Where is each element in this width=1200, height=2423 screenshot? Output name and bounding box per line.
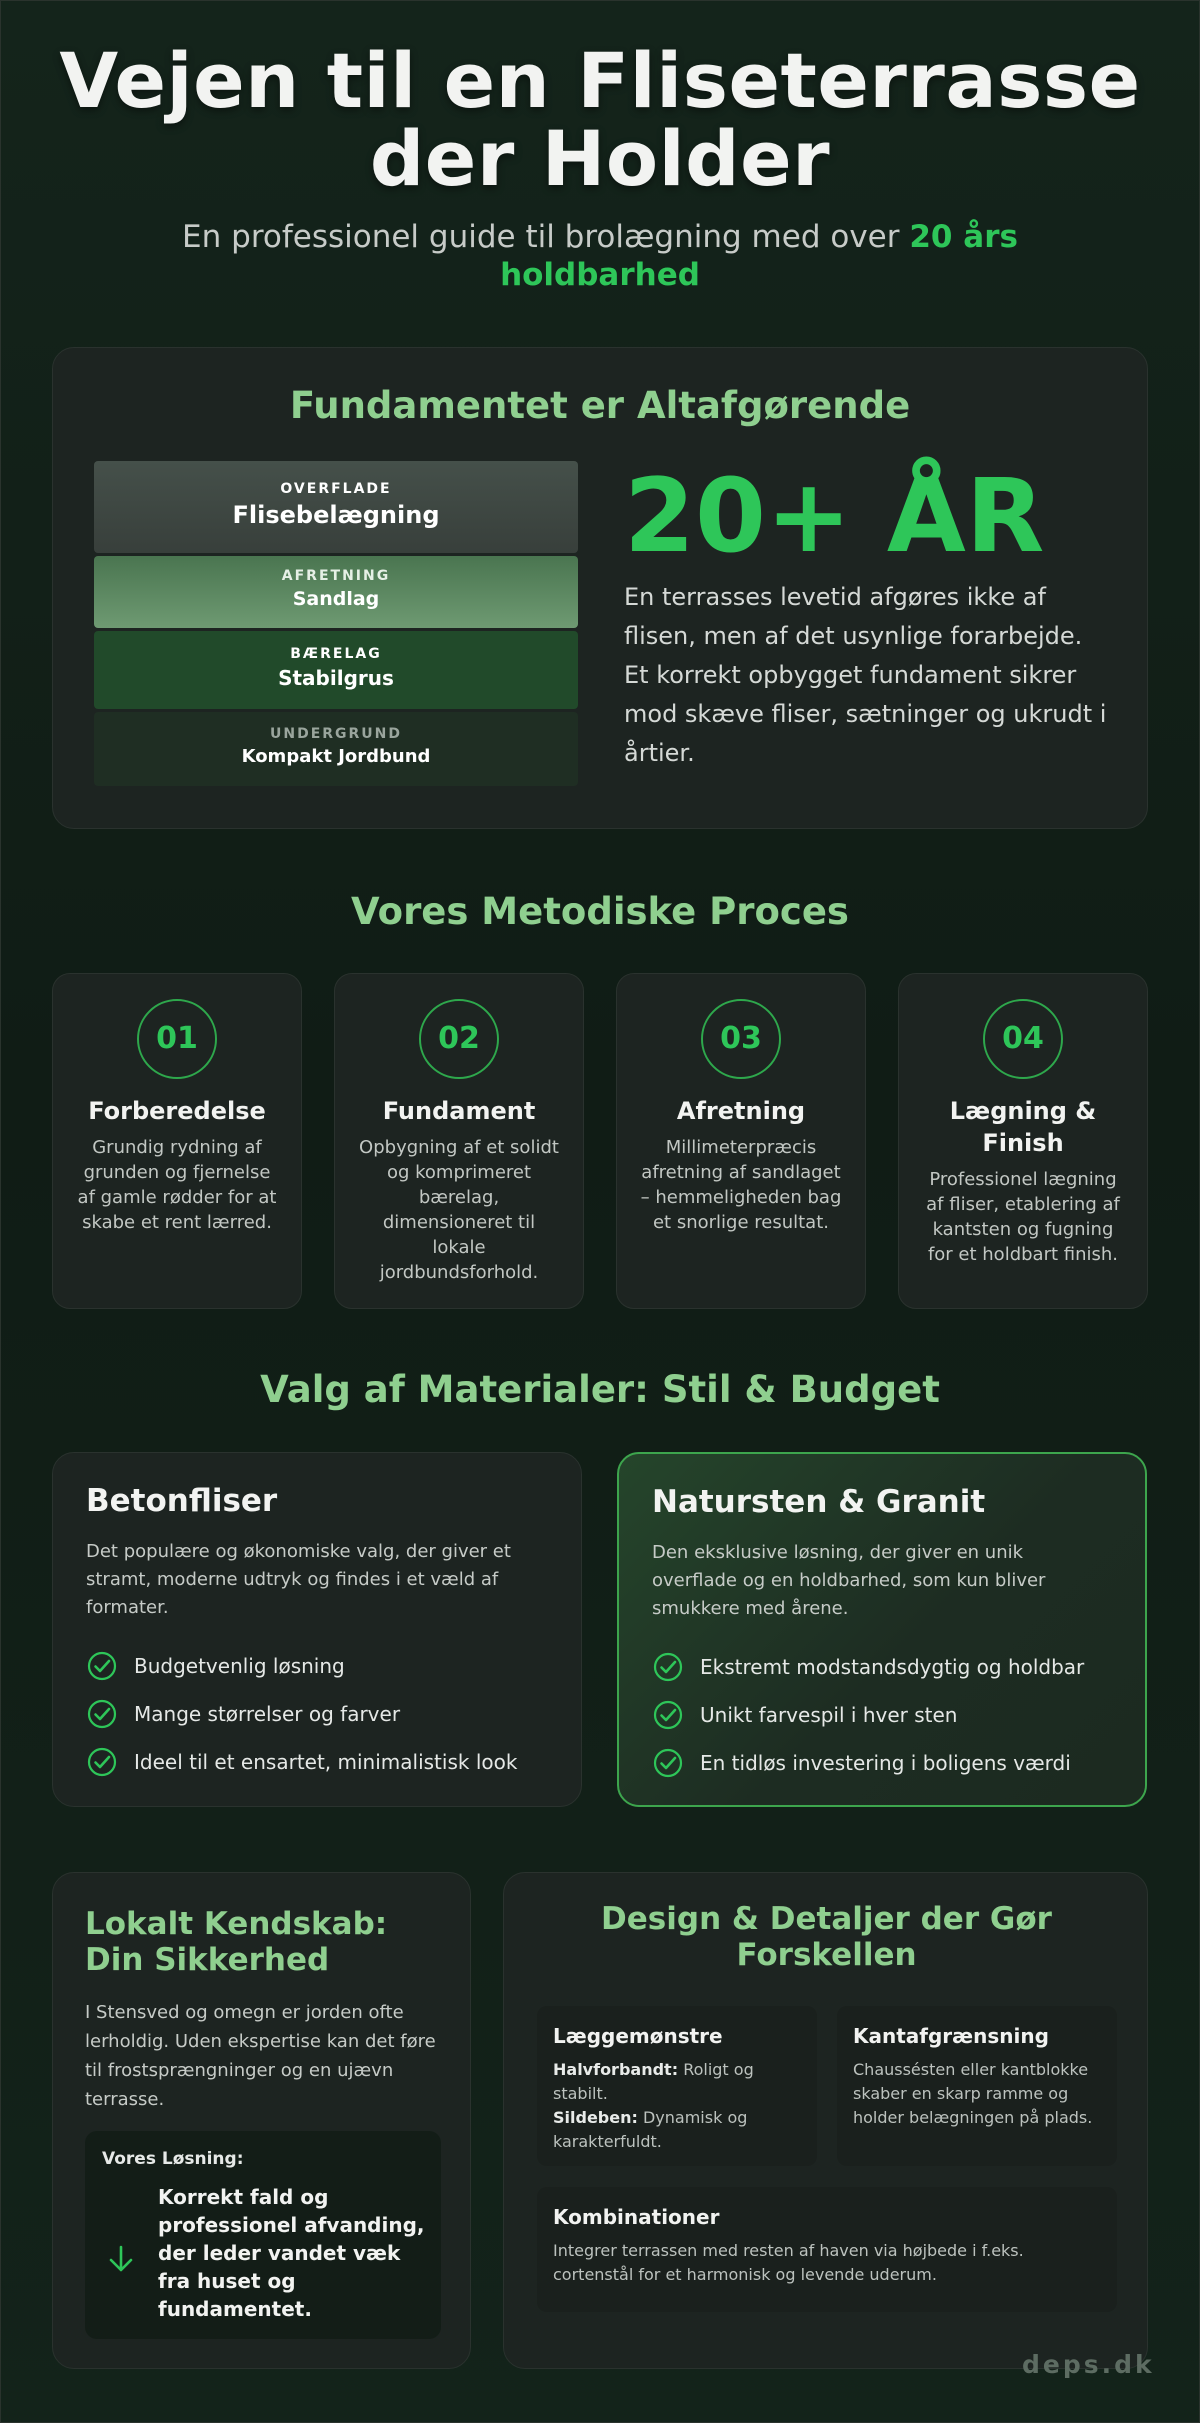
solution-text: Korrekt fald og professionel afvanding, der leder vandet væk fra huset og fundamentet. [158,2185,425,2321]
layer-name: Kompakt Jordbund [241,746,431,767]
materials-title: Valg af Materialer: Stil & Budget [260,1368,940,1411]
title-line-1: Vejen til en Fliseterrasse [59,36,1141,125]
layer-kicker: AFRETNING [281,568,391,584]
step-title: Forberedelse [88,1097,266,1125]
layer-name: Stabilgrus [278,666,394,690]
foundation-title: Fundamentet er Altafgørende [289,384,911,427]
design-box-edging [837,2006,1117,2166]
layer-name: Sandlag [292,588,380,610]
check-circle-icon [86,1746,118,1778]
feature-text: Ekstremt modstandsdygtig og holdbar [700,1655,1085,1679]
design-box-title: Kantafgrænsning [853,2024,1049,2048]
step-text: Grundig rydning af grunden og fjernelse af gamle rødder for at skabe et rent lærred. [77,1137,277,1233]
feature-item [86,1642,548,1690]
check-circle-icon [86,1650,118,1682]
hero-subtitle [170,218,1030,294]
check-circle-icon [652,1651,684,1683]
design-title: Design & Detaljer der Gør Forskellen [601,1901,1052,1973]
step-card [616,973,866,1309]
layer-name: Flisebelægning [232,501,440,529]
layer-kicker: OVERFLADE [280,481,392,497]
design-box-title: Læggemønstre [553,2024,723,2048]
brand-watermark: deps.dk [1022,2350,1155,2379]
solution-label: Vores Løsning: [102,2149,244,2169]
design-box-patterns [537,2006,817,2166]
pattern-name: Halvforbandt: [553,2060,679,2079]
step-number: 04 [983,999,1063,1079]
feature-text: En tidløs investering i boligens værdi [700,1751,1071,1775]
step-title: Fundament [382,1097,536,1125]
material-feature-list [652,1643,1112,1787]
feature-item [652,1739,1112,1787]
layer-diagram [94,461,578,789]
design-card [503,1872,1148,2369]
feature-text: Mange størrelser og farver [134,1702,401,1726]
layer-surface [94,461,578,553]
foundation-text: En terrasses levetid afgøres ikke af flisen, men af det usynlige forarbejde. Et korrekt opbygget fundament sikrer mod skæve fliser, sætninger og ukrudt i årtier. [624,583,1107,767]
material-card-concrete [52,1452,582,1807]
step-number: 02 [419,999,499,1079]
step-title: Afretning [676,1097,806,1125]
process-title: Vores Metodiske Proces [351,890,849,933]
design-box-title: Kombinationer [553,2205,720,2229]
feature-item [86,1738,548,1786]
step-number: 03 [701,999,781,1079]
design-box-text [553,2058,801,2154]
feature-text: Unikt farvespil i hver sten [700,1703,958,1727]
check-circle-icon [652,1747,684,1779]
subtitle-highlight: 20 års holdbarhed [500,219,1018,293]
feature-item [652,1643,1112,1691]
feature-item [652,1691,1112,1739]
foundation-card [52,347,1148,829]
hero [0,36,1200,294]
title-line-2: der Holder [369,114,831,203]
step-card [52,973,302,1309]
step-card [334,973,584,1309]
process-steps [52,973,1148,1309]
step-text: Professionel lægning af fliser, etablering af kantsten og fugning for et holdbart finish. [926,1169,1120,1265]
layer-kicker: BÆRELAG [290,646,382,662]
local-title: Lokalt Kendskab: Din Sikkerhed [85,1906,388,1978]
pattern-desc: Roligt og stabilt. [553,2060,754,2103]
step-text: Millimeterpræcis afretning af sandlaget – hemmeligheden bag et snorlige resultat. [640,1137,842,1233]
material-card-natural-stone [617,1452,1147,1807]
arrow-down-icon [105,2243,137,2275]
layer-kicker: UNDERGRUND [269,726,403,742]
layer-base [94,631,578,709]
layer-subgrade [94,712,578,786]
check-circle-icon [652,1699,684,1731]
design-box-text: Integrer terrassen med resten af haven via højbede i f.eks. cortenstål for et harmonisk og levende uderum. [553,2241,1024,2284]
lifetime-stat: 20+ ÅR [624,457,1045,576]
step-number: 01 [137,999,217,1079]
solution-box [85,2131,441,2339]
feature-text: Budgetvenlig løsning [134,1654,345,1678]
design-box-combinations [537,2187,1117,2312]
feature-item [86,1690,548,1738]
pattern-name: Sildeben: [553,2108,638,2127]
check-circle-icon [86,1698,118,1730]
pattern-desc: Dynamisk og karakterfuldt. [553,2108,748,2151]
step-card [898,973,1148,1309]
subtitle-text: En professionel guide til brolægning med over [182,219,900,255]
material-title: Natursten & Granit [652,1484,986,1520]
page-title [0,36,1200,203]
local-knowledge-card [52,1872,471,2369]
material-feature-list [86,1642,548,1786]
step-title: Lægning & Finish [949,1097,1097,1157]
step-text: Opbygning af et solidt og komprimeret bærelag, dimensioneret til lokale jordbundsforhold. [359,1137,559,1283]
feature-text: Ideel til et ensartet, minimalistisk look [134,1750,518,1774]
material-title: Betonfliser [86,1483,278,1519]
material-text: Den eksklusive løsning, der giver en unik overflade og en holdbarhed, som kun bliver smukkere med årene. [652,1542,1046,1619]
local-text: I Stensved og omegn er jorden ofte lerholdig. Uden ekspertise kan det føre til frostsprængninger og en ujævn terrasse. [85,2002,436,2110]
material-text: Det populære og økonomiske valg, der giver et stramt, moderne udtryk og findes i et væld af formater. [86,1541,511,1618]
layer-leveling [94,556,578,628]
design-box-text: Chaussésten eller kantblokke skaber en skarp ramme og holder belægningen på plads. [853,2060,1093,2127]
